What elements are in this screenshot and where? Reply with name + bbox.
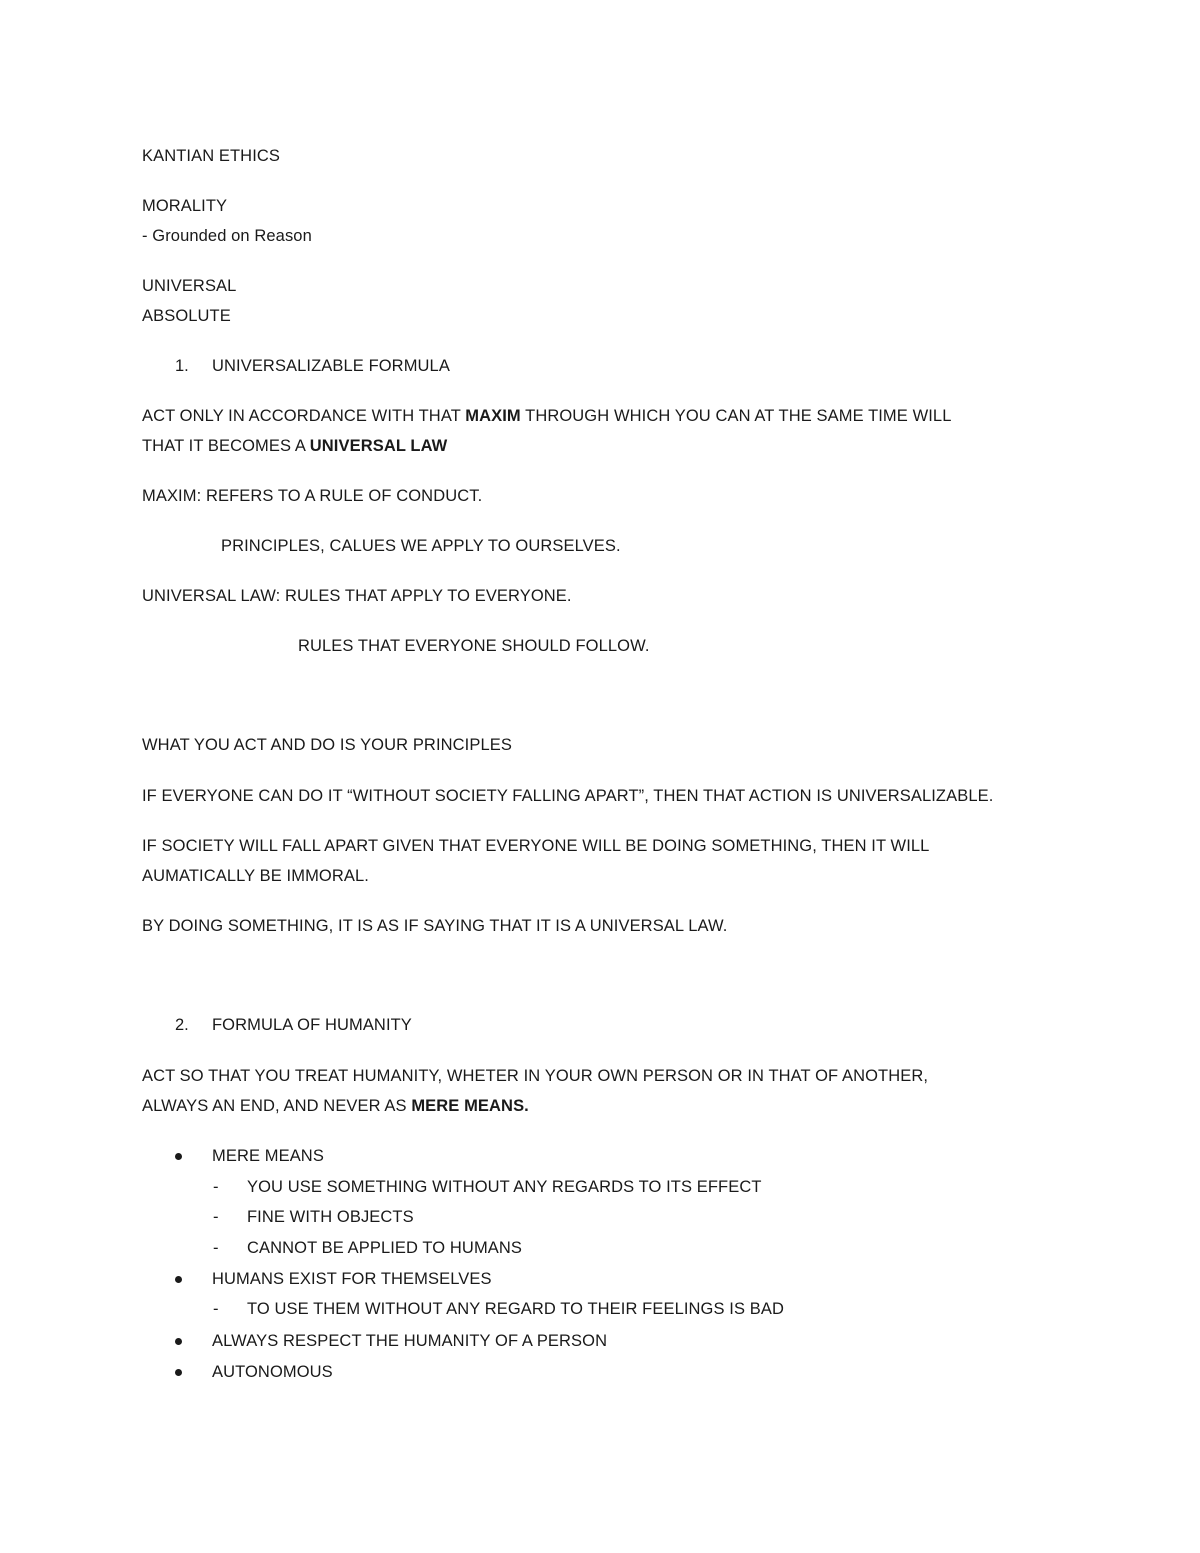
formula2-line2 <box>142 1096 529 1116</box>
universal-law-definition: UNIVERSAL LAW: RULES THAT APPLY TO EVERYONE. <box>142 587 572 605</box>
paragraph-universalizable: IF EVERYONE CAN DO IT “WITHOUT SOCIETY FALLING APART”, THEN THAT ACTION IS UNIVERSALIZABLE. <box>142 787 994 805</box>
maxim-definition: MAXIM: REFERS TO A RULE OF CONDUCT. <box>142 487 483 505</box>
bullet-icon <box>175 1369 182 1376</box>
morality-sub: - Grounded on Reason <box>142 227 312 245</box>
section2-number: 2. <box>175 1016 189 1034</box>
maxim-definition-2: PRINCIPLES, CALUES WE APPLY TO OURSELVES. <box>221 537 621 555</box>
formula1-line1 <box>142 406 951 426</box>
formula1-line2 <box>142 436 447 456</box>
paragraph-principles: WHAT YOU ACT AND DO IS YOUR PRINCIPLES <box>142 736 512 754</box>
dash-icon: - <box>213 1208 219 1226</box>
paragraph-universal-law: BY DOING SOMETHING, IT IS AS IF SAYING THAT IT IS A UNIVERSAL LAW. <box>142 917 728 935</box>
formula1-line2-a: THAT IT BECOMES A <box>142 437 310 455</box>
bullet-icon <box>175 1276 182 1283</box>
universal-law-term: UNIVERSAL LAW <box>309 437 448 455</box>
section2-heading: FORMULA OF HUMANITY <box>212 1016 412 1034</box>
sub-bullet-item: TO USE THEM WITHOUT ANY REGARD TO THEIR FEELINGS IS BAD <box>247 1300 784 1318</box>
absolute-label: ABSOLUTE <box>142 307 231 325</box>
formula1-line1-c: THROUGH WHICH YOU CAN AT THE SAME TIME WILL <box>520 407 952 425</box>
bullet-item: MERE MEANS <box>212 1147 324 1165</box>
morality-heading: MORALITY <box>142 197 228 215</box>
bullet-item: ALWAYS RESPECT THE HUMANITY OF A PERSON <box>212 1332 608 1350</box>
dash-icon: - <box>213 1239 219 1257</box>
dash-icon: - <box>213 1300 219 1318</box>
mere-means-term: MERE MEANS. <box>411 1097 529 1115</box>
formula2-line2-a: ALWAYS AN END, AND NEVER AS <box>142 1097 412 1115</box>
dash-icon: - <box>213 1178 219 1196</box>
sub-bullet-item: CANNOT BE APPLIED TO HUMANS <box>247 1239 523 1257</box>
paragraph-society-line2: AUMATICALLY BE IMMORAL. <box>142 867 369 885</box>
section1-heading: UNIVERSALIZABLE FORMULA <box>212 357 450 375</box>
section1-number: 1. <box>175 357 189 375</box>
bullet-item: AUTONOMOUS <box>212 1363 333 1381</box>
universal-law-definition-2: RULES THAT EVERYONE SHOULD FOLLOW. <box>298 637 650 655</box>
maxim-term: MAXIM <box>465 407 521 425</box>
sub-bullet-item: FINE WITH OBJECTS <box>247 1208 414 1226</box>
bullet-icon <box>175 1338 182 1345</box>
formula2-line1: ACT SO THAT YOU TREAT HUMANITY, WHETER IN YOUR OWN PERSON OR IN THAT OF ANOTHER, <box>142 1067 929 1085</box>
document-title: KANTIAN ETHICS <box>142 147 281 165</box>
sub-bullet-item: YOU USE SOMETHING WITHOUT ANY REGARDS TO ITS EFFECT <box>247 1178 762 1196</box>
paragraph-society-line1: IF SOCIETY WILL FALL APART GIVEN THAT EVERYONE WILL BE DOING SOMETHING, THEN IT WILL <box>142 837 930 855</box>
bullet-icon <box>175 1153 182 1160</box>
formula1-line1-a: ACT ONLY IN ACCORDANCE WITH THAT <box>142 407 466 425</box>
universal-label: UNIVERSAL <box>142 277 237 295</box>
bullet-item: HUMANS EXIST FOR THEMSELVES <box>212 1270 492 1288</box>
